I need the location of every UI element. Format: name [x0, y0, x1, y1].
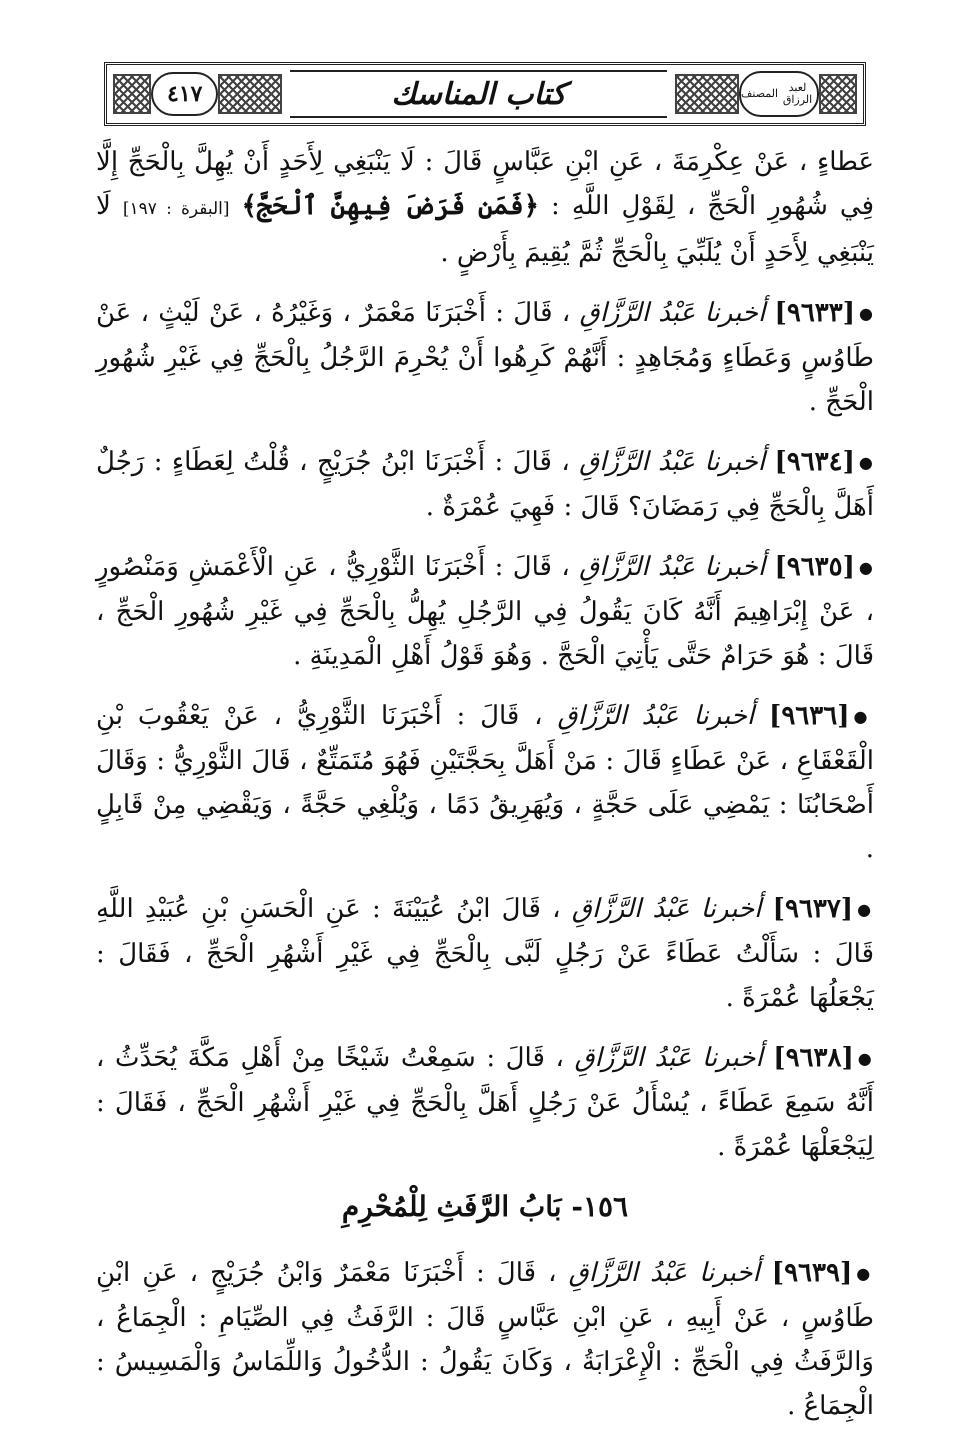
narration-opener: أخبرنا عَبْدُ الرَّزَّاقِ: [568, 1258, 760, 1288]
narration-opener: أخبرنا عَبْدُ الرَّزَّاقِ: [557, 701, 755, 731]
hadith-entry: [96, 291, 874, 424]
narration-opener: أخبرنا عَبْدُ الرَّزَّاقِ: [579, 298, 766, 328]
hadith-text: ، قَالَ : أَخْبَرَنَا الثَّوْرِيُّ ، عَنْ يَعْقُوبَ بْنِ الْقَعْقَاعِ ، عَنْ عَطَاءٍ قَالَ : مَنْ أَهَلَّ بِحَجَّتَيْنِ فَهُوَ مُتَمَتِّعٌ ، قَالَ الثَّوْرِيُّ : وَقَالَ أَصْحَابُنَا : يَمْضِي عَلَى حَجَّةٍ ، وَيُهَرِيقُ دَمًا ، وَيُلْغِي حَجَّةً ، وَيَقْضِي مِنْ قَابِلٍ .: [96, 701, 874, 864]
bullet-icon: ●: [856, 1264, 874, 1283]
hadith-text: ، قَالَ : سَمِعْتُ شَيْخًا مِنْ أَهْلِ مَكَّةَ يُحَدِّثُ ، أَنَّهُ سَمِعَ عَطَاءً ، يُسْأَلُ عَنْ رَجُلٍ أَهَلَّ بِالْحَجِّ فِي غَيْرِ أَشْهُرِ الْحَجِّ ، فَقَالَ : لِيَجْعَلْهَا عُمْرَةً .: [96, 1043, 874, 1162]
text-body: [96, 140, 874, 1444]
narration-opener: أخبرنا عَبْدُ الرَّزَّاقِ: [574, 1043, 763, 1073]
bullet-icon: ●: [853, 707, 875, 726]
bullet-icon: ●: [857, 900, 875, 919]
ornament-left-inner-icon: [218, 74, 282, 114]
hadith-text: ، قَالَ : أَخْبَرَنَا الثَّوْرِيُّ ، عَنِ الْأَعْمَشِ وَمَنْصُورٍ ، عَنْ إِبْرَاهِيمَ أَنَّهُ كَانَ يَقُولُ فِي الرَّجُلِ يُهِلُّ بِالْحَجِّ فِي غَيْرِ شُهُورِ الْحَجِّ ، قَالَ : هُوَ حَرَامٌ حَتَّى يَأْتِيَ الْحَجَّ . وَهُوَ قَوْلُ أَهْلِ الْمَدِينَةِ .: [96, 552, 874, 671]
hadith-number: [٩٦٣٥]: [774, 552, 855, 582]
hadith-entry: [96, 1036, 874, 1169]
hadith-number: [٩٦٣٤]: [774, 447, 855, 477]
page-number: ٤١٧: [151, 72, 218, 116]
hadith-entry: [96, 1251, 874, 1428]
hadith-number: [٩٦٣٨]: [773, 1043, 854, 1073]
bullet-icon: ●: [857, 1049, 875, 1068]
seal-line-2: لعبد الرزاق: [782, 81, 813, 106]
hadith-entry: [96, 440, 874, 529]
bullet-icon: ●: [859, 304, 875, 323]
chapter-heading: ١٥٦- بَابُ الرَّفَثِ لِلْمُحْرِمِ: [341, 1190, 629, 1223]
quran-verse: ﴿فَمَن فَرَضَ فِيهِنَّ ٱلْحَجَّ﴾: [241, 191, 539, 221]
ornament-left-icon: [113, 74, 151, 114]
hadith-text: ، قَالَ : أَخْبَرَنَا مَعْمَرٌ وَابْنُ جُرَيْجٍ ، عَنِ ابْنِ طَاوُسٍ ، عَنْ أَبِيهِ ، عَنِ ابْنِ عَبَّاسٍ قَالَ : الرَّفَثُ فِي الصِّيَامِ : الْجِمَاعُ ، وَالرَّفَثُ فِي الْحَجِّ : الْإِعْرَابَةُ ، وَكَانَ يَقُولُ : الدُّخُولُ وَاللِّمَاسُ وَالْمَسِيسُ : الْجِمَاعُ .: [96, 1258, 874, 1421]
seal-line-1: المصنف: [741, 87, 779, 100]
hadith-text: ، قَالَ : أَخْبَرَنَا مَعْمَرٌ ، وَغَيْرُهُ ، عَنْ لَيْثٍ ، عَنْ طَاوُسٍ وَعَطَاءٍ وَمُجَاهِدٍ : أَنَّهُمْ كَرِهُوا أَنْ يُحْرِمَ الرَّجُلُ بِالْحَجِّ فِي غَيْرِ شُهُورِ الْحَجِّ .: [96, 298, 874, 417]
hadith-entry: [96, 887, 874, 1020]
hadith-number: [٩٦٣٩]: [771, 1258, 853, 1288]
hadith-text: ، قَالَ : أَخْبَرَنَا ابْنُ جُرَيْجٍ ، قُلْتُ لِعَطَاءٍ : رَجُلٌ أَهَلَّ بِالْحَجِّ فِي رَمَضَانَ؟ قَالَ : فَهِيَ عُمْرَةٌ .: [96, 447, 874, 522]
ornament-right-inner-icon: [675, 74, 739, 114]
hadith-entry: [96, 694, 874, 871]
narration-opener: أخبرنا عَبْدُ الرَّزَّاقِ: [579, 552, 766, 582]
intro-text-1: عَطاءٍ ، عَنْ عِكْرِمَةَ ، عَنِ ابْنِ عَبَّاسٍ قَالَ : لَا يَنْبَغِي لِأَحَدٍ أَنْ يُهِلَّ بِالْحَجِّ إِلَّا فِي شُهُورِ الْحَجِّ ، لِقَوْلِ اللَّهِ :: [96, 147, 875, 221]
bullet-icon: ●: [858, 558, 875, 577]
intro-paragraph: [96, 140, 874, 275]
intro-text-2: لَا يَنْبَغِي لِأَحَدٍ أَنْ يُلَبِّيَ بِالْحَجِّ ثُمَّ يُقِيمَ بِأَرْضٍ .: [96, 191, 874, 268]
bullet-icon: ●: [858, 453, 875, 472]
running-title: كتاب المناسك: [290, 70, 667, 118]
ornament-right-icon: [819, 74, 857, 114]
narration-opener: أخبرنا عَبْدُ الرَّزَّاقِ: [579, 447, 766, 477]
verse-reference: [البقرة : ١٩٧]: [122, 199, 230, 219]
book-seal: [739, 71, 819, 117]
hadith-text: ، قَالَ ابْنُ عُيَيْنَةَ : عَنِ الْحَسَنِ بْنِ عُبَيْدِ اللَّهِ قَالَ : سَأَلْتُ عَطَاءً عَنْ رَجُلٍ لَبَّى بِالْحَجِّ فِي غَيْرِ أَشْهُرِ الْحَجِّ ، فَقَالَ : يَجْعَلُهَا عُمْرَةً .: [96, 894, 874, 1013]
hadith-number: [٩٦٣٣]: [774, 298, 856, 328]
hadith-number: [٩٦٣٦]: [769, 701, 850, 731]
page-header: [104, 62, 866, 126]
hadith-number: [٩٦٣٧]: [772, 894, 854, 924]
narration-opener: أخبرنا عَبْدُ الرَّزَّاقِ: [571, 894, 762, 924]
hadith-entry: [96, 545, 874, 678]
